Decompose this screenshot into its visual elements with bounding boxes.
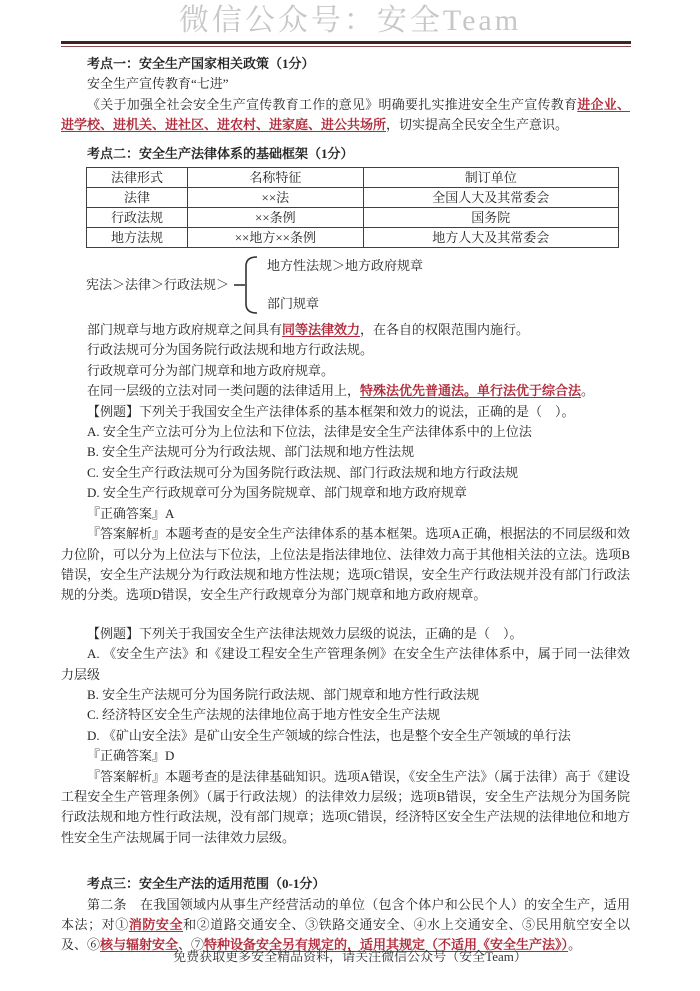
table-row [87, 188, 619, 208]
text-run: 在同一层级的立法对同一类问题的法律适用上， [87, 383, 361, 399]
example2-option-a: A. 《安全生产法》和《建设工程安全生产管理条例》在安全生产法律体系中，属于同一法律效力层级 [61, 646, 630, 682]
highlighted-text: 核与辐射安全 [100, 937, 179, 953]
example2-option-c: C. 经济特区安全生产法规的法律地位高于地方性安全生产法规 [87, 707, 441, 723]
example1-answer: 『正确答案』A [87, 505, 175, 521]
section3-heading: 考点三：安全生产法的适用范围（0-1分） [87, 876, 326, 892]
table-header-cell: 名称特征 [188, 168, 364, 188]
table-cell: 全国人大及其常委会 [363, 188, 618, 208]
table-cell: 地方人大及其常委会 [363, 228, 618, 248]
law-framework-table [86, 167, 619, 248]
footer-note: 免费获取更多安全精品资料，请关注微信公众号（安全Team） [173, 949, 527, 964]
table-cell: 地方法规 [87, 228, 188, 248]
example1-option-a: A. 安全生产立法可分为上位法和下位法，法律是安全生产法律体系中的上位法 [87, 424, 532, 440]
spacer [61, 606, 630, 624]
section1-heading: 考点一：安全生产国家相关政策（1分） [87, 56, 315, 71]
text-run: 。 [581, 383, 595, 399]
example1-stem: 【例题】下列关于我国安全生产法律体系的基本框架和效力的说法，正确的是（ ）。 [87, 403, 575, 419]
table-header-row [87, 168, 619, 188]
text-run: 部门规章与地方政府规章之间具有 [87, 322, 283, 338]
example1-analysis: 『答案解析』本题考查的是安全生产法律体系的基本框架。选项A正确，根据法的不同层级和效力位阶，可以分为上位法与下位法，上位法是指法律地位、法律效力高于其他相关法的立法。选项B错误，安全生产法规分为行政法规和地方性法规；选项C错误，安全生产行政法规并没有部门行政法规的分类。选项D错误，安全生产行政规章分为部门规章和地方政府规章。 [61, 526, 630, 603]
text-run: 《关于加强全社会安全生产宣传教育工作的意见》明确要扎实推进安全生产宣传教育 [87, 96, 578, 112]
diagram-branch-bottom: 部门规章 [267, 295, 320, 311]
example2-answer: 『正确答案』D [87, 748, 175, 764]
text-run: 和②道路交通安全、③铁路交通安全、④水上交通安全、⑤民用航空安全以及、⑥ [61, 917, 630, 953]
highlighted-text: 消防安全 [128, 917, 184, 932]
section2-paragraph-2: 行政法规可分为国务院行政法规和地方行政法规。 [87, 342, 374, 358]
highlighted-text: 同等法律效力 [282, 322, 361, 338]
table-cell: ××条例 [188, 208, 364, 228]
highlighted-text: 特殊法优先普通法。单行法优于综合法 [360, 383, 582, 399]
highlighted-text: 特种设备安全另有规定的，适用其规定（不适用《安全生产法》） [204, 937, 569, 953]
header-rule [61, 41, 631, 47]
example2-stem: 【例题】下列关于我国安全生产法律法规效力层级的说法，正确的是（ ）。 [87, 625, 523, 641]
table-cell: ××地方××条例 [188, 228, 364, 248]
example1-option-c: C. 安全生产行政法规可分为国务院行政法规、部门行政法规和地方行政法规 [87, 464, 519, 480]
law-hierarchy-diagram [86, 253, 630, 317]
example1-option-b: B. 安全生产法规可分为行政法规、部门法规和地方性法规 [87, 444, 415, 460]
section2-heading: 考点二：安全生产法律体系的基础框架（1分） [87, 145, 354, 161]
table-header-cell: 制订单位 [363, 168, 618, 188]
example2-analysis: 『答案解析』本题考查的是法律基础知识。选项A错误，《安全生产法》（属于法律）高于《建设工程安全生产管理条例》（属于行政法规）的法律效力层级；选项B错误，安全生产法规分为国务院行政法规和地方性行政法规，没有部门规章；选项C错误，经济特区安全生产法规的法律地位和地方性安全生产法规属于同一法律效力层级。 [61, 768, 630, 845]
example1-option-d: D. 安全生产行政规章可分为国务院规章、部门规章和地方政府规章 [87, 485, 467, 501]
table-header-cell: 法律形式 [87, 168, 188, 188]
text-run: 、⑦ [178, 937, 205, 953]
document-body [61, 54, 630, 956]
section2-paragraph-1 [61, 320, 630, 340]
table-row [87, 228, 619, 248]
section1-paragraph [61, 95, 630, 136]
section2-paragraph-3: 行政规章可分为部门规章和地方政府规章。 [87, 362, 335, 378]
diagram-branch-top: 地方性法规＞地方政府规章 [267, 258, 424, 274]
table-cell: ××法 [188, 188, 364, 208]
section2-paragraph-4 [61, 381, 630, 401]
text-run: ，切实提高全民安全生产意识。 [386, 117, 569, 133]
document-page [0, 2, 700, 964]
table-cell: 国务院 [363, 208, 618, 228]
brace-icon [231, 254, 259, 316]
watermark: 微信公众号：安全Team [178, 4, 522, 37]
text-run: ，在各自的权限范围内施行。 [360, 322, 530, 338]
diagram-branches [267, 256, 423, 314]
table-row [87, 208, 619, 228]
text-run: 第二条 在我国领域内从事生产经营活动的单位（包含个体户和公民个人）的安全生产，适用本法；对① [61, 896, 630, 932]
text-run: 。 [568, 937, 582, 953]
example2-option-d: D. 《矿山安全法》是矿山安全生产领域的综合性法，也是整个安全生产领域的单行法 [87, 727, 571, 743]
highlighted-text: 进企业、进学校、进机关、进社区、进农村、进家庭、进公共场所 [61, 96, 630, 133]
section1-subtitle: 安全生产宣传教育“七进” [87, 76, 229, 92]
table-cell: 法律 [87, 188, 188, 208]
diagram-root-label: 宪法＞法律＞行政法规＞ [86, 276, 230, 292]
example2-option-b: B. 安全生产法规可分为国务院行政法规、部门规章和地方性行政法规 [87, 686, 480, 702]
table-cell: 行政法规 [87, 208, 188, 228]
